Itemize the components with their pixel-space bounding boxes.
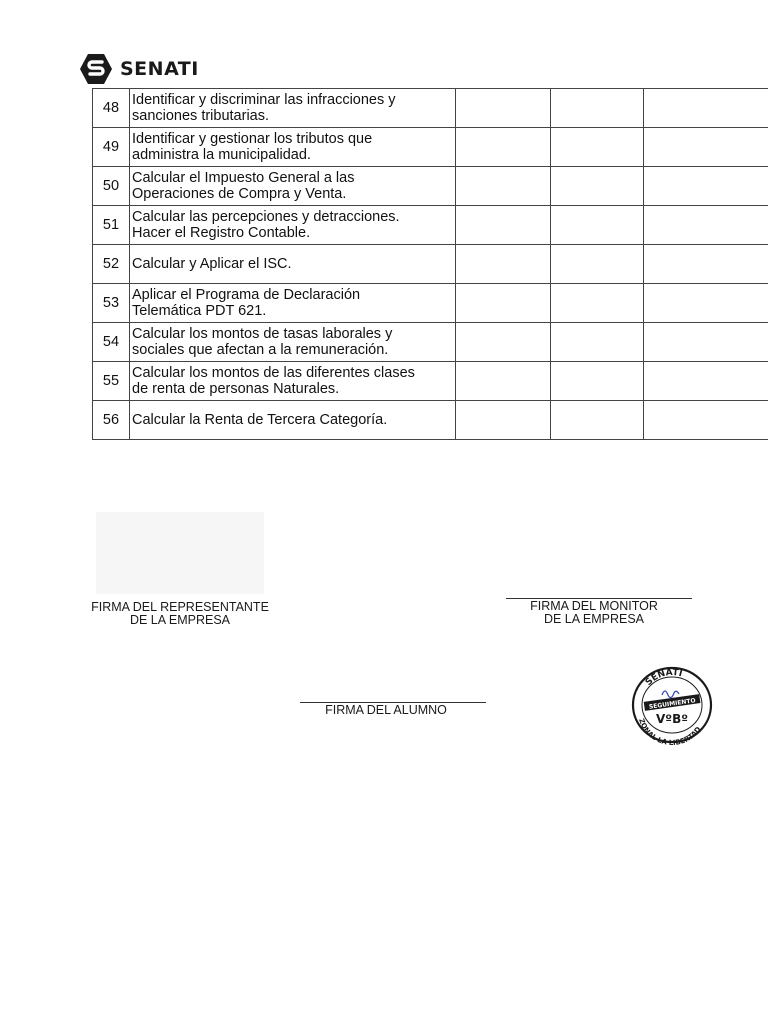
description-line: Identificar y discriminar las infracciones y bbox=[132, 91, 396, 108]
description-line: Identificar y gestionar los tributos que bbox=[132, 130, 373, 147]
empty-cell bbox=[456, 128, 551, 167]
table-row bbox=[93, 401, 768, 440]
row-description bbox=[130, 206, 456, 245]
senati-seal-stamp bbox=[630, 665, 714, 745]
row-number: 49 bbox=[93, 128, 130, 167]
row-description bbox=[130, 89, 456, 128]
student-signature-label bbox=[300, 704, 472, 717]
row-number: 48 bbox=[93, 89, 130, 128]
empty-cell bbox=[551, 128, 644, 167]
signature-label-line: DE LA EMPRESA bbox=[543, 612, 645, 626]
empty-cell bbox=[644, 362, 768, 401]
row-number: 52 bbox=[93, 245, 130, 284]
empty-cell bbox=[456, 284, 551, 323]
seal-band-text: SEGUIMIENTO bbox=[648, 697, 697, 711]
seal-vobo-text: VºBº bbox=[656, 712, 688, 726]
faint-stamp-area bbox=[96, 512, 264, 594]
empty-cell bbox=[456, 362, 551, 401]
row-number: 50 bbox=[93, 167, 130, 206]
row-description bbox=[130, 362, 456, 401]
table-row bbox=[93, 206, 768, 245]
row-number: 53 bbox=[93, 284, 130, 323]
empty-cell bbox=[551, 323, 644, 362]
seal-top-text: SENATI bbox=[643, 667, 684, 688]
empty-cell bbox=[644, 401, 768, 440]
representative-signature-label bbox=[82, 601, 278, 627]
description-line: Calcular los montos de tasas laborales y bbox=[132, 325, 393, 342]
table-row bbox=[93, 362, 768, 401]
empty-cell bbox=[644, 245, 768, 284]
row-description bbox=[130, 284, 456, 323]
senati-logo-icon bbox=[78, 52, 114, 86]
row-number: 54 bbox=[93, 323, 130, 362]
empty-cell bbox=[456, 167, 551, 206]
empty-cell bbox=[551, 206, 644, 245]
empty-cell bbox=[644, 89, 768, 128]
senati-logo bbox=[78, 52, 199, 86]
signature-label-line: FIRMA DEL REPRESENTANTE bbox=[91, 600, 269, 614]
empty-cell bbox=[456, 323, 551, 362]
description-line: Telemática PDT 621. bbox=[132, 303, 267, 319]
empty-cell bbox=[456, 89, 551, 128]
description-line: administra la municipalidad. bbox=[132, 147, 311, 163]
signature-label-line: FIRMA DEL ALUMNO bbox=[325, 703, 447, 717]
description-line: de renta de personas Naturales. bbox=[132, 381, 340, 397]
table-row bbox=[93, 245, 768, 284]
empty-cell bbox=[456, 245, 551, 284]
empty-cell bbox=[551, 284, 644, 323]
row-description bbox=[130, 128, 456, 167]
description-line: Calcular el Impuesto General a las bbox=[132, 169, 355, 186]
description-line: sanciones tributarias. bbox=[132, 108, 270, 124]
empty-cell bbox=[644, 167, 768, 206]
table-row bbox=[93, 284, 768, 323]
row-description bbox=[130, 401, 456, 440]
row-number: 55 bbox=[93, 362, 130, 401]
row-number: 56 bbox=[93, 401, 130, 440]
description-line: Calcular las percepciones y detracciones. bbox=[132, 208, 400, 225]
row-description bbox=[130, 323, 456, 362]
empty-cell bbox=[644, 323, 768, 362]
description-line: Calcular la Renta de Tercera Categoría. bbox=[132, 411, 388, 428]
table-row bbox=[93, 167, 768, 206]
empty-cell bbox=[644, 128, 768, 167]
table-row bbox=[93, 323, 768, 362]
description-line: Aplicar el Programa de Declaración bbox=[132, 286, 361, 303]
row-description bbox=[130, 167, 456, 206]
row-number: 51 bbox=[93, 206, 130, 245]
empty-cell bbox=[551, 89, 644, 128]
description-line: Calcular los montos de las diferentes clases bbox=[132, 364, 415, 381]
empty-cell bbox=[551, 245, 644, 284]
empty-cell bbox=[644, 284, 768, 323]
empty-cell bbox=[551, 401, 644, 440]
brand-name: SENATI bbox=[120, 58, 199, 80]
empty-cell bbox=[551, 167, 644, 206]
competency-table bbox=[92, 88, 768, 440]
empty-cell bbox=[456, 206, 551, 245]
description-line: Hacer el Registro Contable. bbox=[132, 225, 311, 241]
monitor-signature-label bbox=[506, 600, 682, 626]
seal-bottom-text: ZONAL LA LIBERTAD bbox=[637, 717, 703, 745]
svg-text:SENATI bbox=[644, 668, 683, 688]
empty-cell bbox=[456, 401, 551, 440]
row-description bbox=[130, 245, 456, 284]
signature-label-line: FIRMA DEL MONITOR bbox=[530, 599, 658, 613]
signature-label-line: DE LA EMPRESA bbox=[129, 613, 231, 627]
description-line: Operaciones de Compra y Venta. bbox=[132, 186, 347, 202]
empty-cell bbox=[644, 206, 768, 245]
table-row bbox=[93, 89, 768, 128]
description-line: sociales que afectan a la remuneración. bbox=[132, 342, 389, 358]
empty-cell bbox=[551, 362, 644, 401]
table-row bbox=[93, 128, 768, 167]
description-line: Calcular y Aplicar el ISC. bbox=[132, 255, 292, 272]
